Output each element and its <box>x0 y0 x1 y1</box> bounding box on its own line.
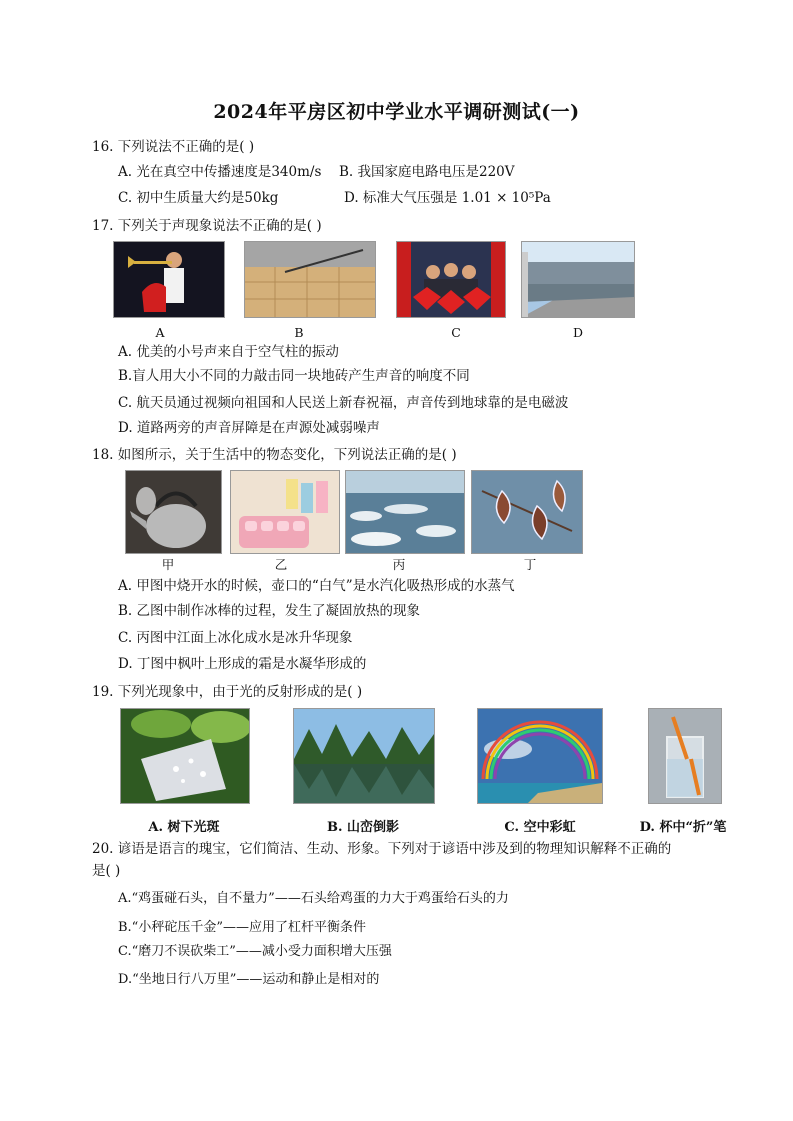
mountain-reflection-photo <box>293 708 435 804</box>
frosted-leaves-photo <box>471 470 583 554</box>
figure-label-yi: 乙 <box>274 557 288 572</box>
question-18-option-d: D. 丁图中枫叶上形成的霜是水凝华形成的 <box>118 656 367 672</box>
question-20-stem-cont: 是( ) <box>92 863 121 879</box>
road-noise-barrier-photo <box>521 241 635 318</box>
figure-label-bing: 丙 <box>392 557 406 572</box>
question-17-stem: 17. 下列关于声现象说法不正确的是( ) <box>92 218 322 234</box>
figure-label-rainbow: C. 空中彩虹 <box>504 820 576 835</box>
figure-label-tree-light-spots: A. 树下光斑 <box>148 820 220 835</box>
question-20-stem: 20. 谚语是语言的瑰宝，它们简洁、生动、形象。下列对于谚语中涉及到的物理知识解释不正确的 <box>92 841 672 857</box>
figure-label-d: D <box>572 325 584 340</box>
astronauts-greeting-photo <box>396 241 506 318</box>
pencil-in-glass-photo <box>648 708 722 804</box>
question-18-option-a: A. 甲图中烧开水的时候，壶口的“白气”是水汽化吸热形成的水蒸气 <box>118 578 515 594</box>
tree-light-spots-photo <box>120 708 250 804</box>
question-16-option-d: D. 标准大气压强是 1.01 × 10⁵Pa <box>344 190 551 206</box>
rainbow-photo <box>477 708 603 804</box>
question-16-option-a: A. 光在真空中传播速度是340m/s <box>118 164 322 180</box>
tactile-paving-photo <box>244 241 376 318</box>
question-16-stem: 16. 下列说法不正确的是( ) <box>92 139 255 155</box>
question-20-option-b: B.“小秤砣压千金”——应用了杠杆平衡条件 <box>118 920 366 935</box>
question-17-option-c: C. 航天员通过视频向祖国和人民送上新春祝福，声音传到地球靠的是电磁波 <box>118 395 569 411</box>
figure-label-a: A <box>155 325 165 340</box>
question-18-option-c: C. 丙图中江面上冰化成水是冰升华现象 <box>118 630 353 646</box>
question-20-option-c: C.“磨刀不误砍柴工”——减小受力面积增大压强 <box>118 944 392 959</box>
kettle-photo <box>125 470 222 554</box>
figure-label-bent-pencil: D. 杯中“折”笔 <box>639 820 727 835</box>
question-19-stem: 19. 下列光现象中，由于光的反射形成的是( ) <box>92 684 363 700</box>
figure-label-mountain-reflection: B. 山峦倒影 <box>326 820 400 835</box>
question-18-option-b: B. 乙图中制作冰棒的过程，发生了凝固放热的现象 <box>118 603 421 619</box>
trumpet-player-photo <box>113 241 225 318</box>
question-18-stem: 18. 如图所示，关于生活中的物态变化，下列说法正确的是( ) <box>92 447 457 463</box>
question-17-option-d: D. 道路两旁的声音屏障是在声源处减弱噪声 <box>118 420 380 436</box>
question-16-option-b: B. 我国家庭电路电压是220V <box>339 164 515 180</box>
figure-label-jia: 甲 <box>161 557 175 572</box>
figure-label-ding: 丁 <box>523 557 537 572</box>
question-20-option-d: D.“坐地日行八万里”——运动和静止是相对的 <box>118 972 380 987</box>
question-17-option-b: B.盲人用大小不同的力敲击同一块地砖产生声音的响度不同 <box>118 368 470 384</box>
figure-label-c: C <box>451 325 461 340</box>
question-16-option-c: C. 初中生质量大约是50kg <box>118 190 279 206</box>
page-title: 2024年平房区初中学业水平调研测试(一) <box>213 101 580 123</box>
question-17-option-a: A. 优美的小号声来自于空气柱的振动 <box>118 344 339 360</box>
popsicle-mold-photo <box>230 470 340 554</box>
question-20-option-a: A.“鸡蛋碰石头，自不量力”——石头给鸡蛋的力大于鸡蛋给石头的力 <box>118 891 509 906</box>
river-ice-photo <box>345 470 465 554</box>
figure-label-b: B <box>294 325 304 340</box>
